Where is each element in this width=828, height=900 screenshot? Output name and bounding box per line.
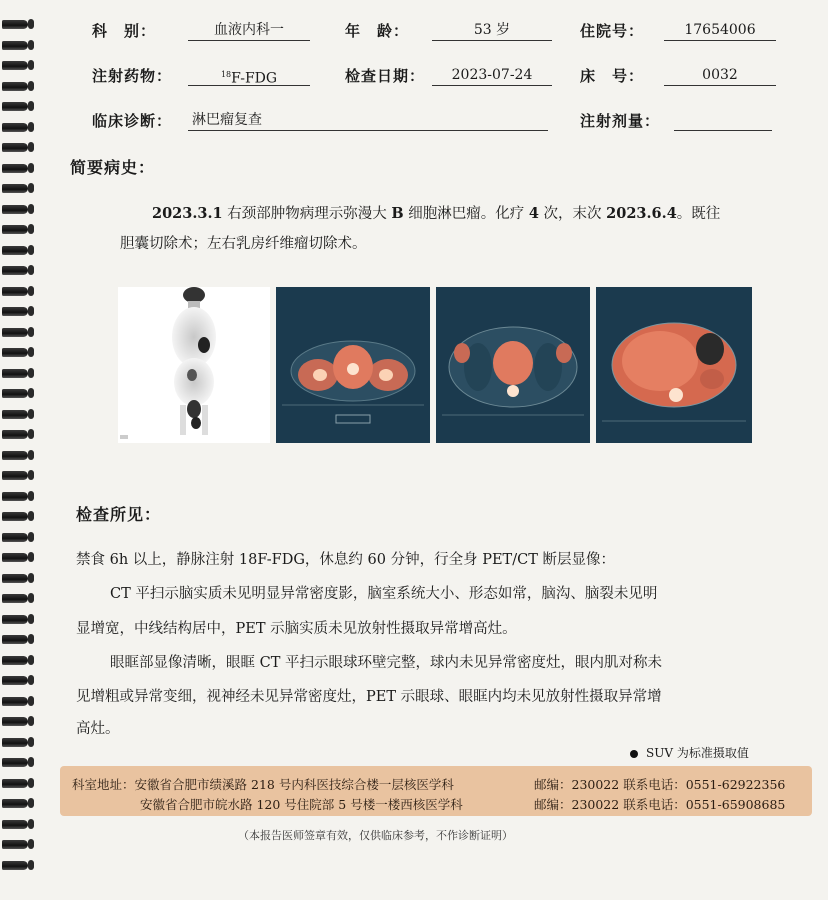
binding-hole bbox=[28, 388, 34, 398]
binding-hole bbox=[28, 19, 34, 29]
spiral-ring bbox=[2, 840, 28, 849]
binding-hole bbox=[28, 860, 34, 870]
binding-hole bbox=[28, 552, 34, 562]
spiral-ring bbox=[2, 492, 28, 501]
binding-hole bbox=[28, 60, 34, 70]
diagnosis-value: 淋巴瘤复查 bbox=[188, 110, 548, 131]
binding-hole bbox=[28, 778, 34, 788]
admission-value: 17654006 bbox=[664, 20, 776, 41]
history-line-2: 胆囊切除术；左右乳房纤维瘤切除术。 bbox=[120, 236, 367, 252]
phone-1: 联系电话：0551-62922356 bbox=[623, 777, 786, 792]
spiral-ring bbox=[2, 717, 28, 726]
binding-hole bbox=[28, 347, 34, 357]
spiral-ring bbox=[2, 246, 28, 255]
spiral-ring bbox=[2, 307, 28, 316]
spiral-ring bbox=[2, 533, 28, 542]
history-b-cell: B bbox=[391, 205, 404, 222]
history-text-4: 。既往 bbox=[676, 206, 721, 222]
spiral-ring bbox=[2, 471, 28, 480]
drug-label: 注射药物： bbox=[92, 67, 173, 85]
spiral-ring bbox=[2, 328, 28, 337]
binding-hole bbox=[28, 183, 34, 193]
spiral-ring bbox=[2, 615, 28, 624]
binding-hole bbox=[28, 573, 34, 583]
binding-hole bbox=[28, 470, 34, 480]
history-date-1: 2023.3.1 bbox=[152, 205, 223, 222]
binding-hole bbox=[28, 306, 34, 316]
spiral-ring bbox=[2, 287, 28, 296]
binding-hole bbox=[28, 593, 34, 603]
binding-hole bbox=[28, 429, 34, 439]
spiral-ring bbox=[2, 369, 28, 378]
spiral-ring bbox=[2, 102, 28, 111]
history-title: 简要病史： bbox=[70, 158, 156, 177]
phone-2: 联系电话：0551-65908685 bbox=[623, 797, 786, 812]
spiral-ring bbox=[2, 266, 28, 275]
binding-hole bbox=[28, 409, 34, 419]
dose-value bbox=[674, 110, 772, 131]
bed-value: 0032 bbox=[664, 65, 776, 86]
findings-title: 检查所见： bbox=[76, 505, 162, 524]
footer-address-line-1 bbox=[72, 775, 454, 793]
spiral-ring bbox=[2, 164, 28, 173]
spiral-ring bbox=[2, 205, 28, 214]
report-disclaimer: （本报告医师签章有效，仅供临床参考，不作诊断证明） bbox=[238, 829, 513, 842]
binding-hole bbox=[28, 675, 34, 685]
binding-hole bbox=[28, 491, 34, 501]
pet-ct-axial-abdomen-image bbox=[596, 287, 752, 443]
bed-label: 床 号： bbox=[580, 67, 645, 85]
binding-hole bbox=[28, 839, 34, 849]
findings-p1: 禁食 6h 以上，静脉注射 18F-FDG，休息约 60 分钟，行全身 PET/CT 断层显像： bbox=[76, 552, 615, 568]
history-text-3: 次，末次 bbox=[538, 206, 607, 222]
pet-ct-axial-chest-image bbox=[436, 287, 590, 443]
binding-hole bbox=[28, 142, 34, 152]
binding-hole bbox=[28, 40, 34, 50]
binding-hole bbox=[28, 655, 34, 665]
history-text-2: 细胞淋巴瘤。化疗 bbox=[403, 206, 529, 222]
mip-whole-body-image bbox=[118, 287, 270, 443]
spiral-ring bbox=[2, 553, 28, 562]
binding-hole bbox=[28, 327, 34, 337]
address-label: 科室地址： bbox=[72, 777, 135, 792]
spiral-ring bbox=[2, 348, 28, 357]
footer-contact-1 bbox=[534, 775, 785, 793]
spiral-ring bbox=[2, 123, 28, 132]
binding-hole bbox=[28, 696, 34, 706]
footer-contact-2 bbox=[534, 795, 785, 813]
spiral-ring bbox=[2, 410, 28, 419]
binding-hole bbox=[28, 511, 34, 521]
binding-hole bbox=[28, 450, 34, 460]
binding-hole bbox=[28, 245, 34, 255]
binding-hole bbox=[28, 798, 34, 808]
drug-isotope-sup: 18 bbox=[220, 70, 232, 79]
exam-date-label: 检查日期： bbox=[345, 67, 426, 85]
postcode-1: 邮编：230022 bbox=[534, 777, 620, 792]
diagnosis-label: 临床诊断： bbox=[92, 112, 173, 130]
suv-note-text: SUV 为标准摄取值 bbox=[646, 746, 749, 760]
history-text-1: 右颈部肿物病理示弥漫大 bbox=[222, 206, 392, 222]
history-line-1 bbox=[152, 198, 792, 230]
findings-p3-line2: 见增粗或异常变细，视神经未见异常密度灶，PET 示眼球、眼眶内均未见放射性摄取异常增 bbox=[76, 689, 662, 705]
binding-hole bbox=[28, 101, 34, 111]
spiral-ring bbox=[2, 799, 28, 808]
footer-address-line-2: 安徽省合肥市皖水路 120 号住院部 5 号楼一楼西核医学科 bbox=[140, 797, 463, 812]
binding-hole bbox=[28, 634, 34, 644]
spiral-ring bbox=[2, 779, 28, 788]
binding-hole bbox=[28, 163, 34, 173]
findings-p2-line1: CT 平扫示脑实质未见明显异常密度影，脑室系统大小、形态如常，脑沟、脑裂未见明 bbox=[110, 586, 658, 602]
suv-note bbox=[630, 744, 749, 761]
binding-hole bbox=[28, 224, 34, 234]
spiral-ring bbox=[2, 758, 28, 767]
findings-p3-line1: 眼眶部显像清晰，眼眶 CT 平扫示眼球环壁完整，球内未见异常密度灶，眼内肌对称未 bbox=[110, 655, 662, 671]
department-value: 血液内科一 bbox=[188, 20, 310, 41]
spiral-ring bbox=[2, 738, 28, 747]
admission-label: 住院号： bbox=[580, 22, 645, 40]
drug-name: F-FDG bbox=[231, 70, 278, 87]
exam-date-value: 2023-07-24 bbox=[432, 65, 552, 86]
spiral-ring bbox=[2, 143, 28, 152]
spiral-ring bbox=[2, 512, 28, 521]
dose-label: 注射剂量： bbox=[580, 112, 661, 130]
history-date-2: 2023.6.4 bbox=[606, 205, 677, 222]
binding-hole bbox=[28, 757, 34, 767]
spiral-ring bbox=[2, 184, 28, 193]
history-chemo-count: 4 bbox=[528, 205, 539, 222]
bullet-dot-icon bbox=[630, 750, 638, 758]
binding-hole bbox=[28, 368, 34, 378]
binding-hole bbox=[28, 819, 34, 829]
spiral-ring bbox=[2, 389, 28, 398]
binding-hole bbox=[28, 737, 34, 747]
spiral-ring bbox=[2, 861, 28, 870]
binding-hole bbox=[28, 265, 34, 275]
spiral-ring bbox=[2, 41, 28, 50]
spiral-ring bbox=[2, 594, 28, 603]
spiral-ring bbox=[2, 656, 28, 665]
spiral-ring bbox=[2, 430, 28, 439]
spiral-ring bbox=[2, 20, 28, 29]
binding-hole bbox=[28, 614, 34, 624]
spiral-ring bbox=[2, 635, 28, 644]
drug-value bbox=[188, 65, 310, 86]
spiral-ring bbox=[2, 225, 28, 234]
spiral-ring bbox=[2, 676, 28, 685]
spiral-ring bbox=[2, 574, 28, 583]
binding-hole bbox=[28, 122, 34, 132]
findings-p2-line2: 显增宽，中线结构居中，PET 示脑实质未见放射性摄取异常增高灶。 bbox=[76, 621, 517, 637]
spiral-ring bbox=[2, 451, 28, 460]
postcode-2: 邮编：230022 bbox=[534, 797, 620, 812]
spiral-binding bbox=[0, 20, 48, 900]
binding-hole bbox=[28, 204, 34, 214]
address-1: 安徽省合肥市绩溪路 218 号内科医技综合楼一层核医学科 bbox=[134, 777, 454, 792]
binding-hole bbox=[28, 716, 34, 726]
age-label: 年 龄： bbox=[345, 22, 410, 40]
binding-hole bbox=[28, 81, 34, 91]
pet-ct-axial-neck-image bbox=[276, 287, 430, 443]
findings-p3-line3: 高灶。 bbox=[76, 721, 120, 737]
binding-hole bbox=[28, 532, 34, 542]
spiral-ring bbox=[2, 82, 28, 91]
age-value: 53 岁 bbox=[432, 20, 552, 41]
spiral-ring bbox=[2, 820, 28, 829]
spiral-ring bbox=[2, 61, 28, 70]
department-label: 科 别： bbox=[92, 22, 157, 40]
binding-hole bbox=[28, 286, 34, 296]
spiral-ring bbox=[2, 697, 28, 706]
